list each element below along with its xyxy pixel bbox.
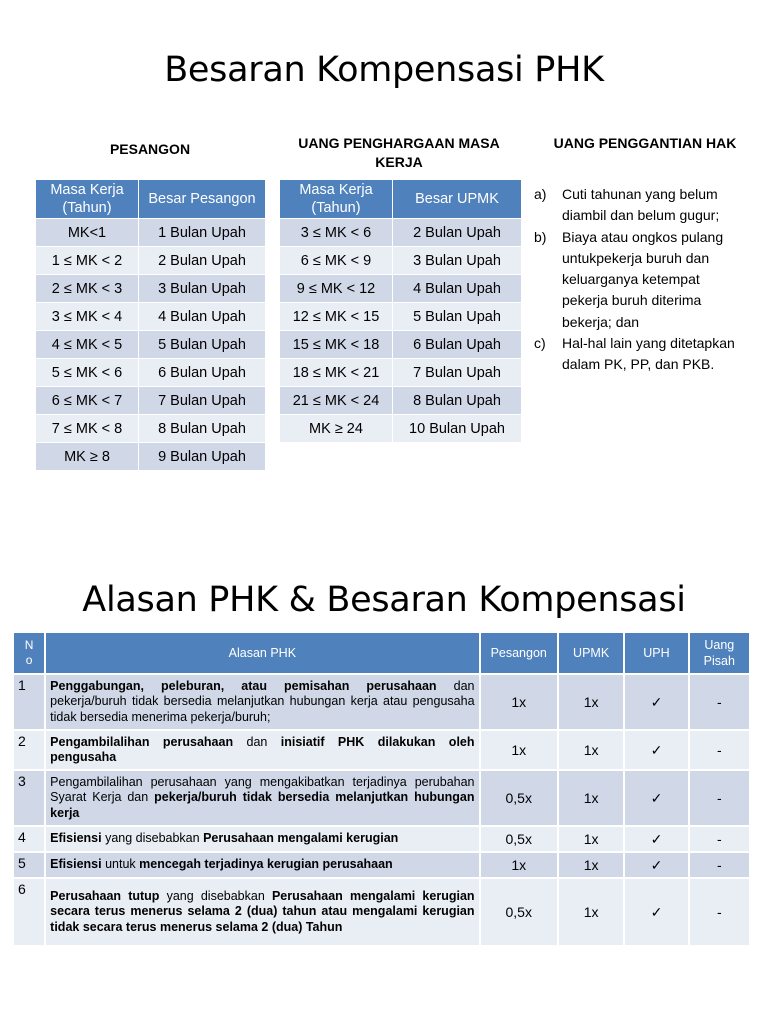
upmk-cell: 1x xyxy=(558,878,624,946)
column-header-uph: UPH xyxy=(624,632,688,674)
upmk-masa-kerja-cell: MK ≥ 24 xyxy=(280,415,393,443)
text-segment: Pengambilalihan perusahaan yang mengakibatkan terjadinya perubahan Syarat Kerja dan xyxy=(50,774,475,805)
pesangon-table xyxy=(35,179,266,471)
bold-text-segment: Efisiensi xyxy=(50,831,102,846)
upmk-cell: 1x xyxy=(558,826,624,852)
uang-pisah-cell: - xyxy=(689,852,750,878)
list-marker: b) xyxy=(534,228,547,245)
table-row xyxy=(13,770,750,826)
uph-list-item xyxy=(534,184,744,227)
alasan-cell xyxy=(45,852,479,878)
pesangon-table-body xyxy=(36,219,266,471)
upmk-cell: 1x xyxy=(558,852,624,878)
alasan-cell xyxy=(45,674,479,730)
upmk-heading: UANG PENGHARGAAN MASA KERJA xyxy=(298,135,500,170)
table-row xyxy=(280,303,522,331)
pesangon-value-cell: 9 Bulan Upah xyxy=(139,443,266,471)
upmk-value-cell: 3 Bulan Upah xyxy=(393,247,522,275)
table-row xyxy=(13,730,750,770)
uph-check-cell: ✓ xyxy=(624,730,688,770)
list-item-text: Biaya atau ongkos pulang untukpekerja buruh dan keluarganya ketempat pekerja buruh diterima bekerja; dan xyxy=(562,228,724,330)
list-item-text: Cuti tahunan yang belum diambil dan belum gugur; xyxy=(562,186,720,224)
list-marker: a) xyxy=(534,186,547,202)
page-title: Besaran Kompensasi PHK xyxy=(164,50,604,90)
row-number-cell: 5 xyxy=(13,852,45,878)
uph-check-cell: ✓ xyxy=(624,878,688,946)
bold-text-segment: Perusahaan mengalami kerugian xyxy=(203,831,399,846)
bold-text-segment: mencegah terjadinya kerugian perusahaan xyxy=(139,857,393,872)
table-row xyxy=(13,852,750,878)
bold-text-segment: Efisiensi xyxy=(50,857,102,872)
alasan-table-body xyxy=(13,674,750,946)
text-segment: dan pekerja/buruh xyxy=(50,678,475,709)
row-number-cell: 2 xyxy=(13,730,45,770)
pesangon-masa-kerja-cell: 7 ≤ MK < 8 xyxy=(36,415,139,443)
text-segment: yang disebabkan xyxy=(159,888,272,903)
pesangon-cell: 1x xyxy=(480,674,558,730)
uph-check-cell: ✓ xyxy=(624,770,688,826)
upmk-cell: 1x xyxy=(558,674,624,730)
list-marker: c) xyxy=(534,335,546,352)
column-header-besar-upmk: Besar UPMK xyxy=(393,180,522,219)
table-row xyxy=(280,219,522,247)
alasan-cell xyxy=(45,878,479,946)
pesangon-value-cell: 7 Bulan Upah xyxy=(139,387,266,415)
table-row xyxy=(13,826,750,852)
pesangon-value-cell: 3 Bulan Upah xyxy=(139,275,266,303)
upmk-value-cell: 10 Bulan Upah xyxy=(393,415,522,443)
alasan-cell xyxy=(45,826,479,852)
upmk-masa-kerja-cell: 3 ≤ MK < 6 xyxy=(280,219,393,247)
table-row xyxy=(36,415,266,443)
table-row xyxy=(280,359,522,387)
pesangon-heading: PESANGON xyxy=(109,141,191,157)
table-row xyxy=(280,247,522,275)
column-header-masa-kerja: Masa Kerja (Tahun) xyxy=(280,180,393,219)
upmk-value-cell: 7 Bulan Upah xyxy=(393,359,522,387)
table-header-row xyxy=(36,180,266,219)
table-row xyxy=(280,331,522,359)
row-number-cell: 1 xyxy=(13,674,45,730)
row-number-cell: 6 xyxy=(13,878,45,946)
alasan-cell xyxy=(45,770,479,826)
uang-pisah-cell: - xyxy=(689,730,750,770)
upmk-value-cell: 8 Bulan Upah xyxy=(393,387,522,415)
text-segment: yang disebabkan xyxy=(101,831,204,846)
bold-text-segment: Pengambilalihan perusahaan xyxy=(50,734,234,749)
table-row xyxy=(280,415,522,443)
upmk-masa-kerja-cell: 9 ≤ MK < 12 xyxy=(280,275,393,303)
column-header-besar-pesangon: Besar Pesangon xyxy=(139,180,266,219)
alasan-cell xyxy=(45,730,479,770)
upmk-value-cell: 2 Bulan Upah xyxy=(393,219,522,247)
upmk-cell: 1x xyxy=(558,770,624,826)
text-segment: untuk xyxy=(101,857,140,872)
upmk-value-cell: 4 Bulan Upah xyxy=(393,275,522,303)
uang-pisah-cell: - xyxy=(689,770,750,826)
row-number-cell: 4 xyxy=(13,826,45,852)
column-header-pesangon: Pesangon xyxy=(480,632,558,674)
upmk-masa-kerja-cell: 12 ≤ MK < 15 xyxy=(280,303,393,331)
pesangon-masa-kerja-cell: 6 ≤ MK < 7 xyxy=(36,387,139,415)
text-segment: dan xyxy=(233,734,281,749)
column-header-alasan: Alasan PHK xyxy=(45,632,479,674)
upmk-value-cell: 6 Bulan Upah xyxy=(393,331,522,359)
pesangon-masa-kerja-cell: 2 ≤ MK < 3 xyxy=(36,275,139,303)
pesangon-cell: 0,5x xyxy=(480,878,558,946)
bold-text-segment: Perusahaan mengalami kerugian secara terus menerus selama 2 (dua) tahun atau mengalami kerugian tidak secara terus menerus selama 2 (dua) Tahun xyxy=(50,888,475,934)
column-header-masa-kerja: Masa Kerja (Tahun) xyxy=(36,180,139,219)
upmk-masa-kerja-cell: 15 ≤ MK < 18 xyxy=(280,331,393,359)
table-header-row xyxy=(280,180,522,219)
column-header-no-label: N o xyxy=(24,638,34,667)
pesangon-masa-kerja-cell: 4 ≤ MK < 5 xyxy=(36,331,139,359)
table-row xyxy=(13,878,750,946)
pesangon-masa-kerja-cell: 5 ≤ MK < 6 xyxy=(36,359,139,387)
pesangon-value-cell: 6 Bulan Upah xyxy=(139,359,266,387)
uph-check-cell: ✓ xyxy=(624,852,688,878)
uang-pisah-cell: - xyxy=(689,674,750,730)
pesangon-cell: 1x xyxy=(480,730,558,770)
pesangon-value-cell: 4 Bulan Upah xyxy=(139,303,266,331)
upmk-masa-kerja-cell: 18 ≤ MK < 21 xyxy=(280,359,393,387)
text-segment: melanjutkan hubungan kerja atau pengusaha tidak bersedia menerima pekerja/buruh; xyxy=(50,694,475,724)
pesangon-cell: 1x xyxy=(480,852,558,878)
column-header-uang-pisah: Uang Pisah xyxy=(689,632,750,674)
pesangon-cell: 0,5x xyxy=(480,770,558,826)
pesangon-value-cell: 1 Bulan Upah xyxy=(139,219,266,247)
upmk-table-body xyxy=(280,219,522,443)
pesangon-value-cell: 2 Bulan Upah xyxy=(139,247,266,275)
pesangon-cell: 0,5x xyxy=(480,826,558,852)
list-item-text: Hal-hal lain yang ditetapkan dalam PK, PP, dan PKB. xyxy=(562,335,735,373)
table-row xyxy=(36,303,266,331)
uph-list xyxy=(534,184,744,376)
uph-list-item xyxy=(534,333,744,376)
alasan-phk-table xyxy=(12,631,751,947)
upmk-masa-kerja-cell: 21 ≤ MK < 24 xyxy=(280,387,393,415)
bold-text-segment: Penggabungan, peleburan, atau pemisahan perusahaan xyxy=(50,678,437,693)
pesangon-masa-kerja-cell: 1 ≤ MK < 2 xyxy=(36,247,139,275)
table-row xyxy=(36,275,266,303)
pesangon-value-cell: 8 Bulan Upah xyxy=(139,415,266,443)
table-row xyxy=(36,443,266,471)
table-row xyxy=(280,275,522,303)
bold-text-segment: Perusahaan tutup xyxy=(50,888,160,903)
bold-text-segment: inisiatif PHK dilakukan oleh pengusaha xyxy=(50,734,475,764)
table-row xyxy=(36,247,266,275)
table-header-row xyxy=(13,632,750,674)
pesangon-value-cell: 5 Bulan Upah xyxy=(139,331,266,359)
text-segment: tidak bersedia xyxy=(131,694,212,709)
uang-pisah-cell: - xyxy=(689,826,750,852)
alasan-title: Alasan PHK & Besaran Kompensasi xyxy=(82,580,686,620)
pesangon-masa-kerja-cell: 3 ≤ MK < 4 xyxy=(36,303,139,331)
table-row xyxy=(13,674,750,730)
uph-check-cell: ✓ xyxy=(624,826,688,852)
row-number-cell: 3 xyxy=(13,770,45,826)
upmk-cell: 1x xyxy=(558,730,624,770)
column-header-no xyxy=(13,632,45,674)
table-row xyxy=(36,219,266,247)
pesangon-masa-kerja-cell: MK<1 xyxy=(36,219,139,247)
table-row xyxy=(36,331,266,359)
upmk-table xyxy=(279,179,522,443)
uph-list-item xyxy=(534,227,744,333)
upmk-masa-kerja-cell: 6 ≤ MK < 9 xyxy=(280,247,393,275)
table-row xyxy=(36,387,266,415)
uph-heading: UANG PENGGANTIAN HAK xyxy=(553,135,737,151)
column-header-upmk: UPMK xyxy=(558,632,624,674)
bold-text-segment: pekerja/buruh tidak bersedia melanjutkan hubungan kerja xyxy=(50,790,475,820)
uang-pisah-cell: - xyxy=(689,878,750,946)
pesangon-masa-kerja-cell: MK ≥ 8 xyxy=(36,443,139,471)
uph-check-cell: ✓ xyxy=(624,674,688,730)
table-row xyxy=(280,387,522,415)
table-row xyxy=(36,359,266,387)
upmk-value-cell: 5 Bulan Upah xyxy=(393,303,522,331)
